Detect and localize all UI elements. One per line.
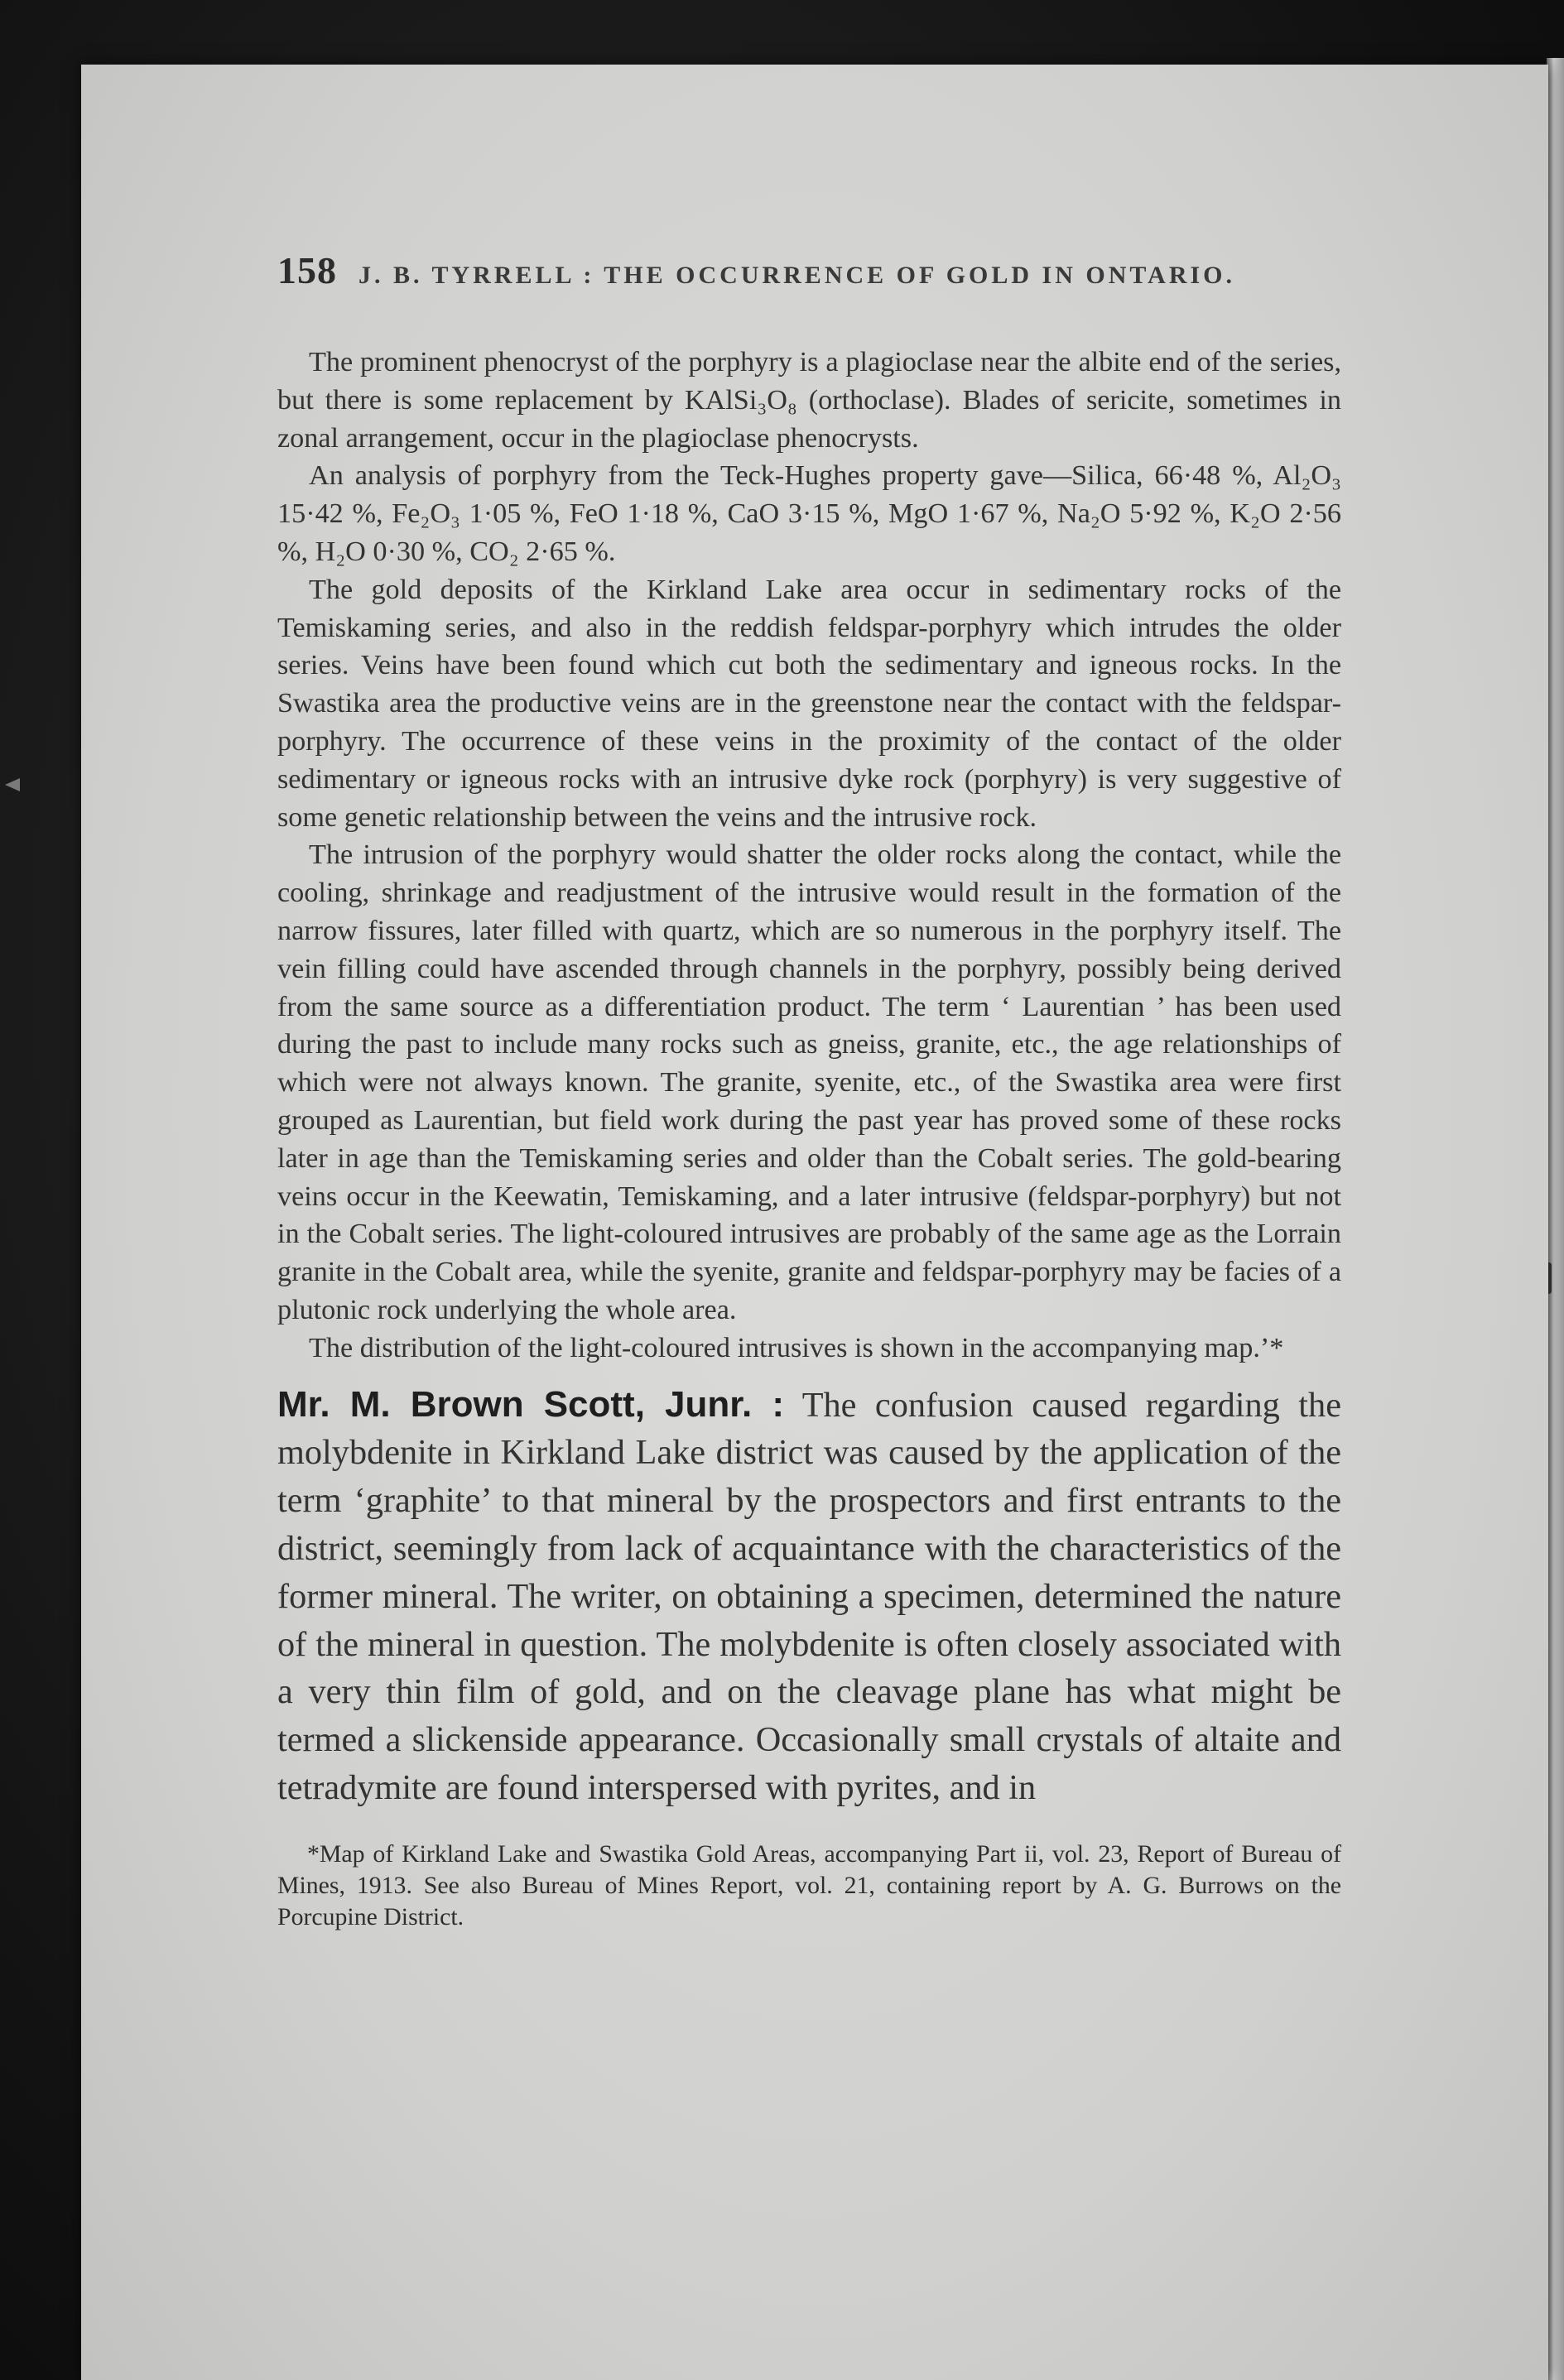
paragraph-gold-deposits: The gold deposits of the Kirkland Lake area occur in sedimentary rocks of the Temiskaming series, and also in the reddish feldspar-porphyry which intrudes the older series. Veins have been found which cut both the sedimentary and igneous rocks. In the Swastika area the productive veins are in the greenstone near the contact with the feldspar-porphyry. The occurrence of these veins in the proximity of the contact of the older sedimentary or igneous rocks with an intrusive dyke rock (porphyry) is very suggestive of some genetic relationship between the veins and the intrusive rock. [277,574,1341,833]
running-title: J. B. TYRRELL : THE OCCURRENCE OF GOLD IN ONTARIO. [359,262,1236,289]
paragraph-distribution: The distribution of the light-coloured intrusives is shown in the accompanying map.’* [309,1332,1284,1363]
footnote: *Map of Kirkland Lake and Swastika Gold Areas, accompanying Part ii, vol. 23, Report of Bureau of Mines, 1913. See also Bureau of Mines Report, vol. 21, containing report by A. G. Burrows on the Porcupine District. [277,1839,1341,1930]
discussion-text: The confusion caused regarding the molybdenite in Kirkland Lake district was caused by the application of the term ‘graphite’ to that mineral by the prospectors and first entrants to the district, seemingly from lack of acquaintance with the characteristics of the former mineral. The writer, on obtaining a specimen, determined the nature of the mineral in question. The molybdenite is often closely associated with a very thin film of gold, and on the cleavage plane has what might be termed a slickenside appearance. Occasionally small crystals of altaite and tetradymite are found interspersed with pyrites, and in [277,1385,1341,1807]
page-content [277,248,1341,1933]
paragraph-analysis: An analysis of porphyry from the Teck-Hughes property gave—Silica, 66·48 %, Al₂O₃ 15·42 %, Fe₂O₃ 1·05 %, FeO 1·18 %, CaO 3·15 %, MgO 1·67 %, Na₂O 5·92 %, K₂O 2·56 %, H₂O 0·30 %, CO₂ 2·65 %. [277,460,1341,567]
scan-edge-strip [1547,58,1564,2380]
running-header [277,248,1341,292]
speaker-name: Mr. M. Brown Scott, Junr. : [277,1383,784,1425]
page-number: 158 [277,249,337,291]
paragraph-intrusion: The intrusion of the porphyry would shatter the older rocks along the contact, while the cooling, shrinkage and readjustment of the intrusive would result in the formation of the narrow fissures, later filled with quartz, which are so numerous in the porphyry itself. The vein filling could have ascended through channels in the porphyry, possibly being derived from the same source as a differentiation product. The term ‘ Laurentian ’ has been used during the past to include many rocks such as gneiss, granite, etc., the age relationships of which were not always known. The granite, syenite, etc., of the Swastika area were first grouped as Laurentian, but field work during the past year has proved some of these rocks later in age than the Temiskaming series and older than the Cobalt series. The gold-bearing veins occur in the Keewatin, Temiskaming, and a later intrusive (feldspar-porphyry) but not in the Cobalt series. The light-coloured intrusives are probably of the same age as the Lorrain granite in the Cobalt area, while the syenite, granite and feldspar-porphyry may be facies of a plutonic rock underlying the whole area. [277,839,1341,1325]
paragraph-phenocryst: The prominent phenocryst of the porphyry is a plagioclase near the albite end of the series, but there is some replacement by KAlSi₃O₈ (orthoclase). Blades of sericite, sometimes in zonal arrangement, occur in the plagioclase phenocrysts. [277,347,1341,454]
paragraph-discussion [277,1381,1341,1812]
